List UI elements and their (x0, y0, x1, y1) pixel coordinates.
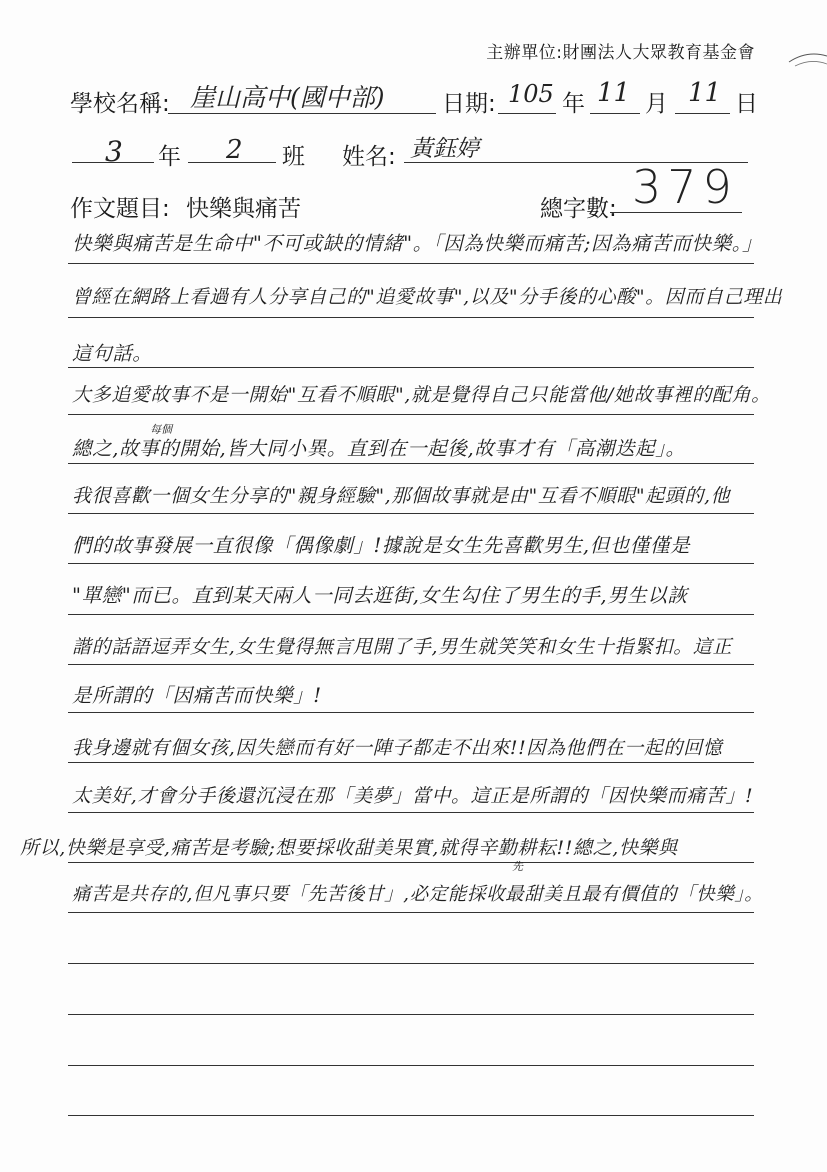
date-year: 105 (508, 80, 554, 108)
class-underline (188, 162, 276, 163)
essay-line: 我很喜歡一個女生分享的"親身經驗",那個故事就是由"互看不順眼"起頭的,他 (72, 485, 731, 507)
topic-label: 作文題目: (70, 196, 170, 222)
ruled-line (68, 862, 754, 863)
ruled-line (68, 812, 754, 813)
ruled-line (68, 762, 754, 763)
ruled-line (68, 1065, 754, 1066)
ruled-line (68, 463, 754, 464)
day-underline (675, 113, 730, 114)
school-underline (168, 113, 436, 114)
wordcount-value: 379 (632, 160, 738, 214)
grade-underline (72, 162, 154, 163)
wordcount-underline (610, 212, 742, 213)
grade-label: 年 (158, 144, 181, 170)
day-label: 日 (735, 91, 758, 117)
ruled-line (68, 963, 754, 964)
ruled-line (68, 1014, 754, 1015)
class-label: 班 (282, 144, 305, 170)
essay-line: 所以,快樂是享受,痛苦是考驗;想要採收甜美果實,就得辛勤耕耘!!總之,快樂與 (20, 837, 678, 859)
name-label: 姓名: (342, 144, 396, 170)
essay-line: 太美好,才會分手後還沉浸在那「美夢」當中。這正是所謂的「因快樂而痛苦」! (72, 785, 754, 807)
essay-line: 我身邊就有個女孩,因失戀而有好一陣子都走不出來!!因為他們在一起的回憶 (72, 737, 723, 759)
insertion-note: 每個 (150, 423, 172, 436)
ruled-line (68, 367, 754, 368)
name-value: 黃鈺婷 (410, 136, 479, 162)
ruled-line (68, 1115, 754, 1116)
topic-value: 快樂與痛苦 (186, 196, 301, 222)
essay-line: 曾經在網路上看過有人分享自己的"追愛故事",以及"分手後的心酸"。因而自己理出 (72, 286, 783, 308)
ruled-line (68, 614, 754, 615)
scan-artifact (787, 40, 827, 70)
essay-line: 這句話。 (72, 342, 153, 365)
grade-value: 3 (105, 135, 123, 168)
ruled-line (68, 664, 754, 665)
month-label: 月 (645, 91, 668, 117)
essay-line: 們的故事發展一直很像「偶像劇」!據說是女生先喜歡男生,但也僅僅是 (72, 534, 691, 557)
ruled-line (68, 513, 754, 514)
essay-line: "單戀"而已。直到某天兩人一同去逛街,女生勾住了男生的手,男生以詼 (72, 584, 688, 607)
insertion-note: 先 (512, 860, 523, 873)
organizer-label: 主辦單位:財團法人大眾教育基金會 (486, 43, 755, 63)
essay-line: 快樂與痛苦是生命中"不可或缺的情緒"。「因為快樂而痛苦;因為痛苦而快樂。」 (72, 232, 763, 255)
year-underline (498, 113, 556, 114)
ruled-line (68, 912, 754, 913)
date-label: 日期: (442, 91, 496, 117)
ruled-line (68, 414, 754, 415)
essay-line: 大多追愛故事不是一開始"互看不順眼",就是覺得自己只能當他/她故事裡的配角。 (72, 384, 771, 406)
ruled-line (68, 563, 754, 564)
essay-line: 痛苦是共存的,但凡事只要「先苦後甘」,必定能採收最甜美且最有價值的「快樂」。 (72, 884, 764, 905)
wordcount-label: 總字數: (540, 196, 617, 222)
school-value: 崖山高中(國中部) (190, 83, 385, 112)
essay-line: 諧的話語逗弄女生,女生覺得無言甩開了手,男生就笑笑和女生十指緊扣。這正 (72, 636, 733, 658)
essay-line: 總之,故事的開始,皆大同小異。直到在一起後,故事才有「高潮迭起」。 (72, 437, 686, 460)
month-underline (590, 113, 640, 114)
ruled-line (68, 263, 754, 264)
essay-line: 是所謂的「因痛苦而快樂」! (72, 684, 322, 707)
school-label: 學校名稱: (70, 91, 170, 117)
ruled-line (68, 712, 754, 713)
date-day: 11 (688, 78, 722, 108)
ruled-line (68, 317, 754, 318)
class-value: 2 (226, 135, 243, 165)
date-month: 11 (597, 78, 631, 108)
year-label: 年 (562, 91, 585, 117)
